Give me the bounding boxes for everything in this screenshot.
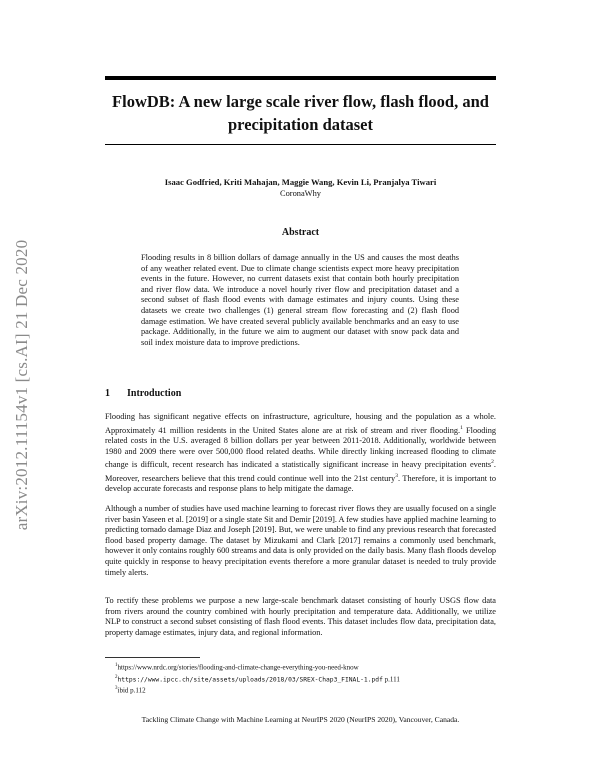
footnote-1-link[interactable]: https://www.nrdc.org/stories/flooding-and-climate-change-everything-you-need-know bbox=[117, 663, 359, 672]
footnote-2-link[interactable]: https://www.ipcc.ch/site/assets/uploads/2018/03/SREX-Chap3_FINAL-1.pdf bbox=[117, 676, 383, 684]
abstract-text: Flooding results in 8 billion dollars of damage annually in the US and causes the most deaths of any weather related event. Due to climate change scientists expect more heavy precipitation events in the future. However, no current datasets exist that contain both hourly precipitation and river flow data. We introduce a novel hourly river flow and precipitation dataset and a second subset of flash flood events with damage estimates and injury counts. Using these datasets we create two challenges (1) general stream flow forecasting and (2) flash flood damage estimation. We have created several publicly available benchmarks and an easy to use package. Additionally, in the future we aim to augment our dataset with snow pack data and soil index moisture data to improve predictions. bbox=[141, 253, 459, 347]
section-number: 1 bbox=[105, 388, 110, 399]
footnote-1-mark: 1 bbox=[115, 663, 118, 668]
footnote-ref-3: 3 bbox=[395, 472, 398, 479]
arxiv-identifier: arXiv:2012.11154v1 [cs.AI] 21 Dec 2020 bbox=[12, 239, 31, 531]
footnote-2-page: p.111 bbox=[382, 675, 400, 684]
footnote-3-mark: 3 bbox=[115, 686, 118, 691]
author-list: Isaac Godfried, Kriti Mahajan, Maggie Wang, Kevin Li, Pranjalya Tiwari bbox=[164, 177, 437, 187]
section-heading bbox=[105, 388, 181, 399]
footnote-2 bbox=[115, 673, 400, 684]
footnote-3-text: ibid p.112 bbox=[117, 686, 146, 695]
arxiv-side-stamp bbox=[9, 185, 35, 585]
abstract-heading: Abstract bbox=[281, 227, 320, 238]
paragraph-3: To rectify these problems we purpose a new large-scale benchmark dataset consisting of hourly USGS flow data from rivers around the country combined with hourly precipitation and temperature data. Additionally, we utilize NLP to construct a second subset consisting of flash flood events. This dataset includes flow data, precipitation data, property damage estimates, injury data, and regional information. bbox=[105, 596, 496, 637]
footnote-ref-1: 1 bbox=[460, 424, 463, 431]
footnote-3 bbox=[115, 684, 146, 695]
venue-footer: Tackling Climate Change with Machine Learning at NeurIPS 2020 (NeurIPS 2020), Vancouver, Canada. bbox=[141, 715, 460, 724]
title-top-rule bbox=[105, 76, 496, 80]
paragraph-1 bbox=[105, 412, 496, 494]
paper-title: FlowDB: A new large scale river flow, flash flood, and precipitation dataset bbox=[112, 92, 489, 134]
affiliation: CoronaWhy bbox=[280, 189, 321, 198]
title-bottom-rule bbox=[105, 144, 496, 145]
footnote-1 bbox=[115, 661, 359, 672]
paragraph-1-part-b: Flooding related costs in the U.S. averaged 8 billion dollars per year between 2011-2018. Additionally, worldwide between 1980 and 2009 there were over 500,000 flood related deaths. While directly linking increased flooding to climate change is difficult, recent research has indicated a statistically significant increase in heavy precipitation events bbox=[105, 425, 496, 469]
paragraph-1-part-d: . Therefore, it is important to develop accurate forecasts and response plans to help mitigate the damage. bbox=[105, 473, 496, 493]
paragraph-1-part-a: Flooding has significant negative effects on infrastructure, agriculture, housing and the population as a whole. Approximately 41 million residents in the United States alone are at risk of stream and river flooding. bbox=[105, 412, 496, 435]
footnote-rule bbox=[105, 657, 200, 658]
footnote-2-mark: 2 bbox=[115, 675, 118, 680]
section-title: Introduction bbox=[127, 388, 182, 399]
paragraph-2: Although a number of studies have used machine learning to forecast river flows they are usually focused on a single river basin Yaseen et al. [2019] or a single state Sit and Demir [2019]. A few studies have applied machine learning to predicting tornado damage Diaz and Joseph [2019]. But, we were unable to find any previous research that forecasted flood based property damage. The dataset by Mizukami and Clark [2017] remains a commonly used benchmark, however it only contains roughly 600 streams and data is only provided on the daily basis. Many flash floods develop quite quickly in response to heavy precipitation events therefore a more granular dataset is needed to truly provide timely alerts. bbox=[105, 504, 496, 577]
footnote-ref-2: 2 bbox=[491, 459, 494, 466]
paragraph-1-part-c: . Moreover, researchers believe that this trend could continue well into the 21st century bbox=[105, 459, 496, 483]
